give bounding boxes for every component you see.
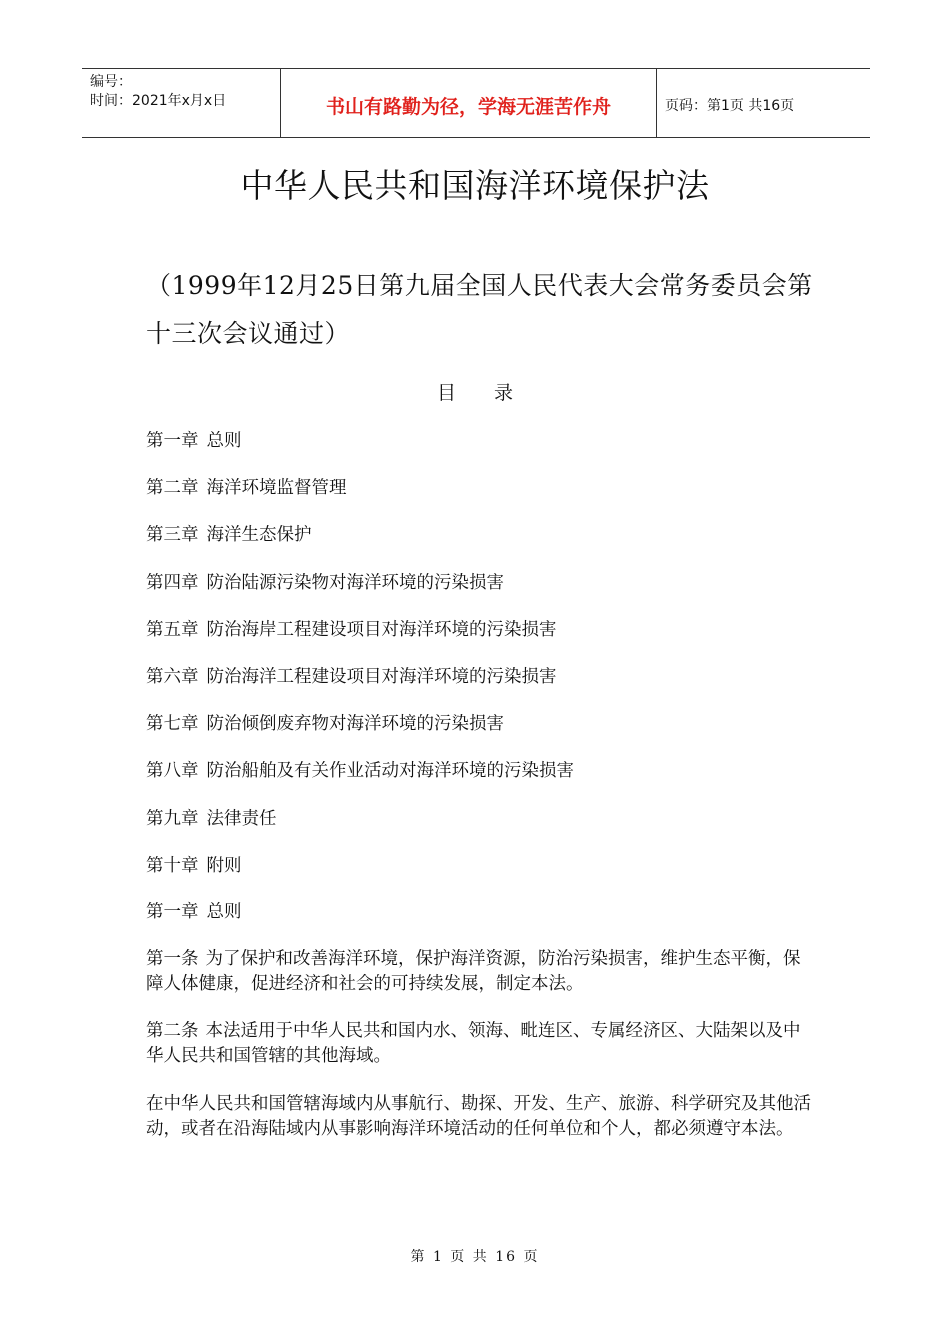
toc-item xyxy=(146,853,826,900)
article-2 xyxy=(146,1019,811,1069)
page-header xyxy=(82,68,870,138)
toc-item-label: 法律责任 xyxy=(206,808,277,829)
toc-item xyxy=(146,711,826,758)
document-subtitle: （1999年12月25日第九届全国人民代表大会常务委员会第十三次会议通过） xyxy=(146,271,813,348)
toc-item-label: 防治倾倒废弃物对海洋环境的污染损害 xyxy=(206,714,504,735)
document-title: 中华人民共和国海洋环境保护法 xyxy=(240,166,710,205)
toc-item-label: 防治海岸工程建设项目对海洋环境的污染损害 xyxy=(206,619,557,640)
toc-item-num: 第三章 xyxy=(146,525,199,546)
article-1 xyxy=(146,947,811,997)
toc-item xyxy=(146,806,826,853)
toc-item xyxy=(146,664,826,711)
toc-item-num: 第二章 xyxy=(146,478,199,499)
toc-item-label: 海洋生态保护 xyxy=(206,525,312,546)
article-2-paragraph-2: 在中华人民共和国管辖海域内从事航行、勘探、开发、生产、旅游、科学研究及其他活动，或者在沿海陆域内从事影响海洋环境活动的任何单位和个人，都必须遵守本法。 xyxy=(146,1094,811,1139)
toc-item-label: 附则 xyxy=(206,855,242,876)
article-1-text: 为了保护和改善海洋环境，保护海洋资源，防治污染损害，维护生态平衡，保障人体健康，促进经济和社会的可持续发展，制定本法。 xyxy=(146,949,801,994)
time-label: 时间：2021年x月x日 xyxy=(90,93,227,109)
header-page-info: 页码：第1页 共16页 xyxy=(665,98,795,114)
toc-item xyxy=(146,617,826,664)
toc-item-num: 第六章 xyxy=(146,666,199,687)
toc-item xyxy=(146,570,826,617)
toc-heading-right: 录 xyxy=(494,382,514,404)
toc-item-num: 第八章 xyxy=(146,761,199,782)
table-of-contents xyxy=(146,428,826,900)
toc-item-label: 总则 xyxy=(206,431,242,451)
toc-item xyxy=(146,758,826,805)
article-2-num: 第二条 xyxy=(146,1021,199,1041)
toc-item-num: 第一章 xyxy=(146,431,199,451)
number-label: 编号： xyxy=(90,74,132,90)
header-motto: 书山有路勤为径，学海无涯苦作舟 xyxy=(281,69,657,137)
page-footer: 第 1 页 共 16 页 xyxy=(410,1249,540,1265)
toc-item-num: 第五章 xyxy=(146,619,199,640)
toc-item-num: 第十章 xyxy=(146,855,199,876)
toc-item-num: 第四章 xyxy=(146,572,199,593)
toc-item-label: 防治船舶及有关作业活动对海洋环境的污染损害 xyxy=(206,761,574,782)
toc-item-label: 海洋环境监督管理 xyxy=(206,478,347,499)
toc-item xyxy=(146,428,826,475)
article-2-text: 本法适用于中华人民共和国内水、领海、毗连区、专属经济区、大陆架以及中华人民共和国管辖的其他海域。 xyxy=(146,1021,801,1066)
toc-heading-left: 目 xyxy=(436,382,456,404)
toc-item xyxy=(146,522,826,569)
article-1-num: 第一条 xyxy=(146,949,199,969)
toc-item-num: 第七章 xyxy=(146,714,199,735)
toc-item-label: 防治陆源污染物对海洋环境的污染损害 xyxy=(206,572,504,593)
toc-heading xyxy=(0,380,950,406)
chapter-heading xyxy=(146,899,242,925)
toc-item xyxy=(146,475,826,522)
header-meta xyxy=(82,69,281,137)
toc-item-num: 第九章 xyxy=(146,808,199,829)
toc-item-label: 防治海洋工程建设项目对海洋环境的污染损害 xyxy=(206,666,557,687)
chapter-num: 第一章 xyxy=(146,902,199,922)
chapter-label: 总则 xyxy=(206,902,242,922)
